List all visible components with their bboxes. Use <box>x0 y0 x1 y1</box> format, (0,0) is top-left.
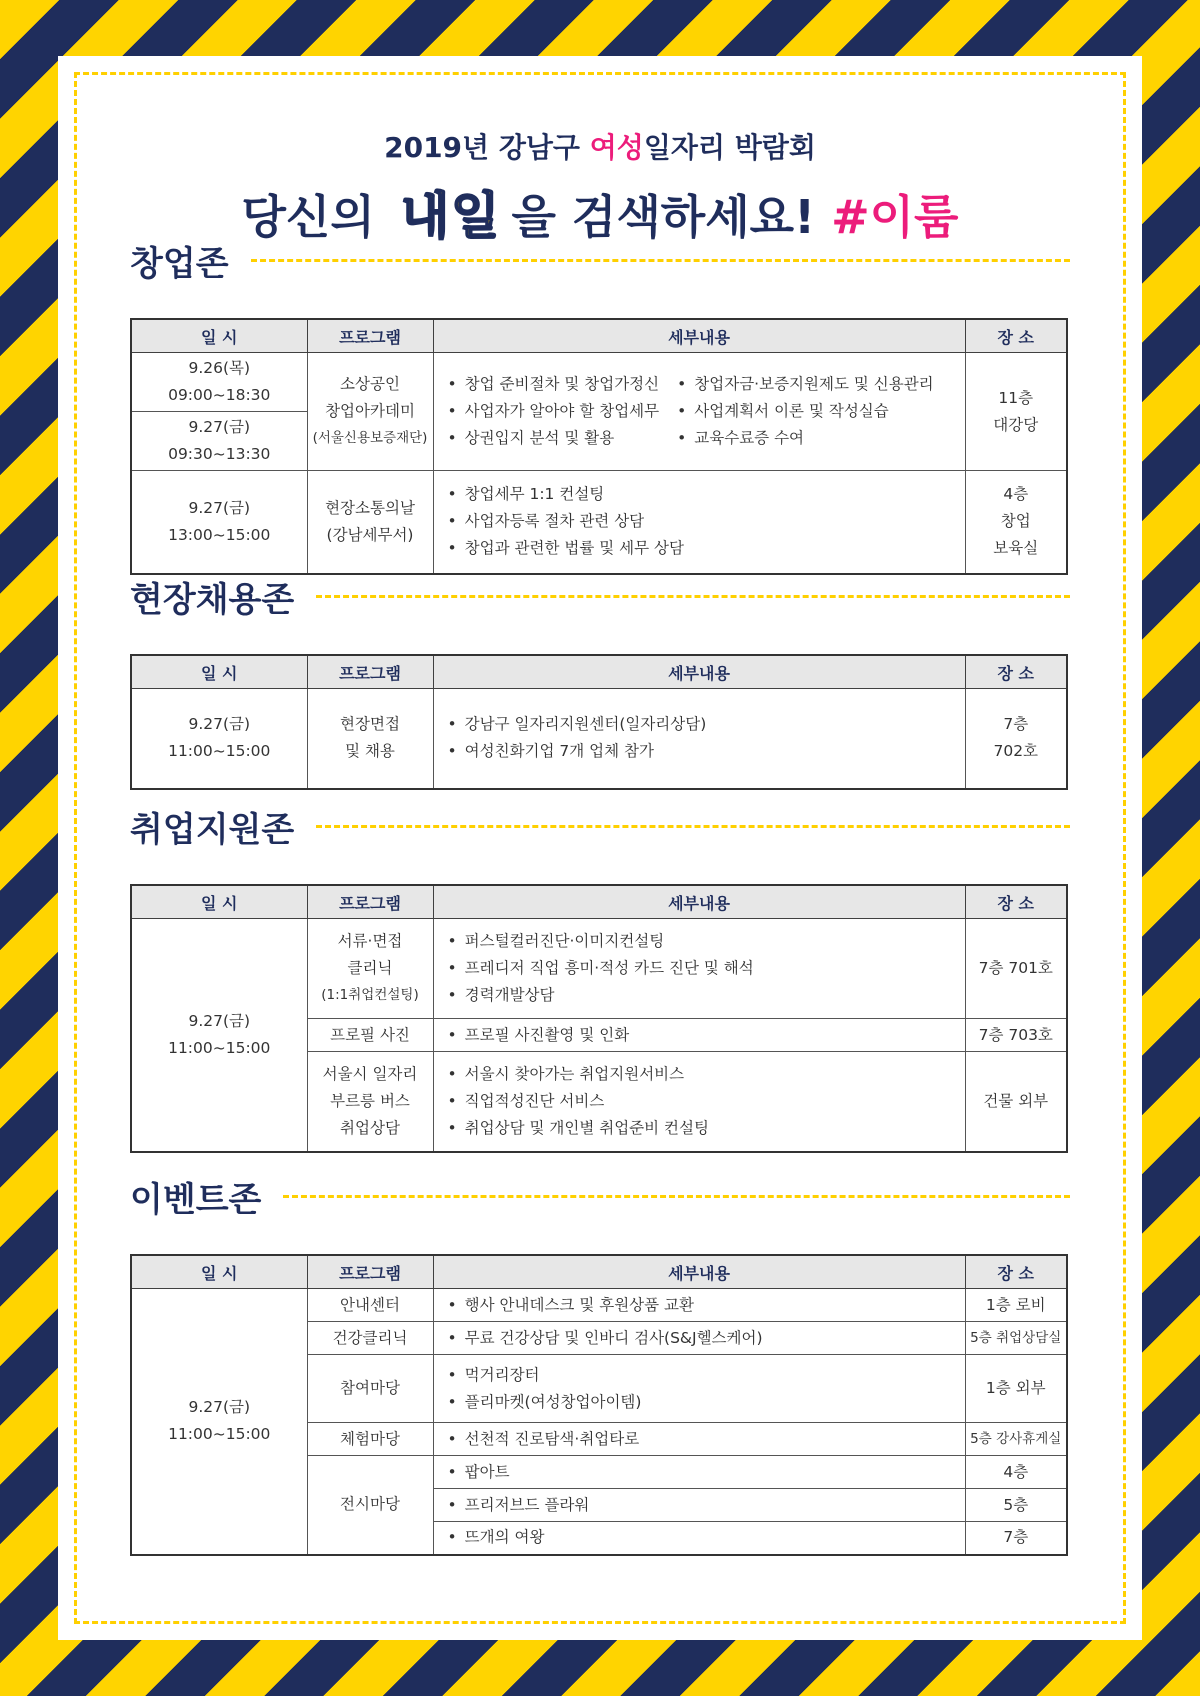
detail-item: • 취업상담 및 개인별 취업준비 컨설팅 <box>448 1115 961 1142</box>
detail-item: • 무료 건강상담 및 인바디 검사(S&J헬스케어) <box>448 1325 961 1352</box>
col-header-detail: 세부내용 <box>433 655 965 689</box>
place-line: 보육실 <box>993 539 1039 558</box>
detail-item: • 강남구 일자리지원센터(일자리상담) <box>448 711 961 738</box>
dashed-rule <box>316 825 1070 828</box>
col-header-program: 프로그램 <box>307 655 433 689</box>
detail-item: • 사업자등록 절차 관련 상담 <box>448 508 961 535</box>
detail-item: • 창업 준비절차 및 창업가정신 <box>448 371 660 398</box>
detail-item: • 서울시 찾아가는 취업지원서비스 <box>448 1061 961 1088</box>
table-row <box>131 1289 1067 1322</box>
detail-item: • 사업자가 알아야 할 창업세무 <box>448 398 660 425</box>
detail-item: • 먹거리장터 <box>448 1362 961 1389</box>
col-header-date: 일 시 <box>131 1255 307 1289</box>
program-line: (1:1취업컨설팅) <box>321 987 419 1003</box>
col-header-place: 장 소 <box>965 1255 1067 1289</box>
table-row <box>131 471 1067 574</box>
table-header-row <box>131 319 1067 353</box>
program-cell <box>307 471 433 574</box>
place-cell: 5층 강사휴게실 <box>965 1423 1067 1456</box>
table-header-row <box>131 885 1067 919</box>
program-cell: 안내센터 <box>307 1289 433 1322</box>
zone-title-startup <box>130 236 1070 285</box>
place-cell <box>965 353 1067 471</box>
date-cell: 9.27(금) 09:30~13:30 <box>131 412 307 471</box>
place-cell: 1층 로비 <box>965 1289 1067 1322</box>
program-line: 서류·면접 <box>337 932 403 950</box>
slogan-part: 당신의 <box>241 190 375 244</box>
col-header-date: 일 시 <box>131 885 307 919</box>
slogan-part: 을 검색하세요! <box>511 190 816 244</box>
dashed-rule <box>283 1195 1070 1198</box>
detail-item: • 프리저브드 플라워 <box>448 1492 961 1519</box>
date-cell <box>131 689 307 789</box>
program-line: 현장면접 <box>340 715 400 734</box>
event-title-part: 일자리 박람회 <box>643 131 816 164</box>
detail-cell <box>433 1019 965 1052</box>
program-line: 현장소통의날 <box>325 498 415 517</box>
date-line: 9.27(금) <box>188 715 251 734</box>
detail-item: • 선천적 진로탐색·취업타로 <box>448 1426 961 1453</box>
detail-item: • 창업자금·보증지원제도 및 신용관리 <box>677 371 934 398</box>
job-support-table <box>130 884 1068 1153</box>
program-cell <box>307 919 433 1019</box>
col-header-program: 프로그램 <box>307 319 433 353</box>
detail-cell <box>433 353 965 471</box>
program-cell <box>307 353 433 471</box>
event-title-part: 2019년 강남구 <box>384 131 590 164</box>
place-cell: 5층 <box>965 1489 1067 1522</box>
detail-cell <box>433 919 965 1019</box>
detail-item: • 프로필 사진촬영 및 인화 <box>448 1022 961 1049</box>
program-cell: 프로필 사진 <box>307 1019 433 1052</box>
program-line: 창업아카데미 <box>325 402 415 420</box>
detail-cell <box>433 1322 965 1355</box>
place-line: 7층 <box>1003 715 1029 734</box>
dashed-rule <box>251 259 1070 262</box>
date-line: 9.27(금) <box>188 1011 251 1030</box>
program-cell: 참여마당 <box>307 1355 433 1423</box>
detail-item: • 여성친화기업 7개 업체 참가 <box>448 738 961 765</box>
place-line: 11층 <box>998 388 1034 407</box>
detail-cell <box>433 1489 965 1522</box>
program-line: (강남세무서) <box>326 525 414 544</box>
place-line: 대강당 <box>993 415 1039 434</box>
col-header-date: 일 시 <box>131 319 307 353</box>
place-line: 4층 <box>1003 485 1029 504</box>
place-cell <box>965 689 1067 789</box>
col-header-program: 프로그램 <box>307 1255 433 1289</box>
detail-item: • 창업세무 1:1 컨설팅 <box>448 481 961 508</box>
zone-title-job-support <box>130 802 1070 851</box>
place-cell: 5층 취업상담실 <box>965 1322 1067 1355</box>
detail-item: • 퍼스털컬러진단·이미지컨설팅 <box>448 928 961 955</box>
program-line: 클리닉 <box>347 959 393 977</box>
zone-title-text: 창업존 <box>130 244 229 284</box>
zone-title-text: 취업지원존 <box>130 810 295 850</box>
program-line: 및 채용 <box>345 742 395 761</box>
dashed-rule <box>316 595 1070 598</box>
detail-cell <box>433 1522 965 1555</box>
col-header-detail: 세부내용 <box>433 319 965 353</box>
table-row <box>131 919 1067 1019</box>
table-row <box>131 353 1067 412</box>
place-cell: 4층 <box>965 1456 1067 1489</box>
detail-item: • 플리마켓(여성창업아이템) <box>448 1389 961 1416</box>
program-line: 취업상담 <box>340 1118 400 1137</box>
zone-title-text: 현장채용존 <box>130 580 295 620</box>
detail-cell <box>433 1423 965 1456</box>
col-header-date: 일 시 <box>131 655 307 689</box>
date-cell: 9.26(목) 09:00~18:30 <box>131 353 307 412</box>
detail-cell <box>433 1052 965 1152</box>
date-line: 11:00~15:00 <box>168 1425 271 1444</box>
zone-title-onsite-hiring <box>130 572 1070 621</box>
detail-item: • 팝아트 <box>448 1459 961 1486</box>
col-header-place: 장 소 <box>965 319 1067 353</box>
onsite-hiring-table <box>130 654 1068 790</box>
zone-title-event <box>130 1172 1070 1221</box>
program-cell <box>307 689 433 789</box>
event-title-highlight: 여성 <box>589 131 644 164</box>
program-cell: 체험마당 <box>307 1423 433 1456</box>
detail-cell <box>433 689 965 789</box>
col-header-detail: 세부내용 <box>433 885 965 919</box>
detail-item: • 상권입지 분석 및 활용 <box>448 425 660 452</box>
date-line: 11:00~15:00 <box>168 742 271 761</box>
place-cell: 7층 <box>965 1522 1067 1555</box>
zone-title-text: 이벤트존 <box>130 1180 262 1220</box>
detail-item: • 직업적성진단 서비스 <box>448 1088 961 1115</box>
program-line: 소상공인 <box>340 375 400 393</box>
event-title <box>58 126 1142 166</box>
event-table <box>130 1254 1068 1556</box>
detail-item: • 사업계획서 이론 및 작성실습 <box>677 398 934 425</box>
date-cell <box>131 919 307 1152</box>
place-cell: 7층 703호 <box>965 1019 1067 1052</box>
col-header-place: 장 소 <box>965 885 1067 919</box>
detail-item: • 창업과 관련한 법률 및 세무 상담 <box>448 535 961 562</box>
detail-item: • 프레디저 직업 흥미·적성 카드 진단 및 해석 <box>448 955 961 982</box>
program-cell <box>307 1052 433 1152</box>
program-cell: 건강클리닉 <box>307 1322 433 1355</box>
program-line: (서울신용보증재단) <box>312 430 428 446</box>
program-line: 서울시 일자리 <box>322 1064 418 1083</box>
poster-sheet <box>58 56 1142 1640</box>
place-cell: 1층 외부 <box>965 1355 1067 1423</box>
date-line: 9.27(금) <box>188 1398 251 1417</box>
detail-item: • 교육수료증 수여 <box>677 425 934 452</box>
col-header-program: 프로그램 <box>307 885 433 919</box>
date-cell <box>131 1289 307 1555</box>
date-line: 11:00~15:00 <box>168 1038 271 1057</box>
detail-cell <box>433 1456 965 1489</box>
program-cell: 전시마당 <box>307 1456 433 1555</box>
detail-cell <box>433 1289 965 1322</box>
place-line: 창업 <box>1000 512 1031 531</box>
table-header-row <box>131 655 1067 689</box>
detail-item: • 행사 안내데스크 및 후원상품 교환 <box>448 1292 961 1319</box>
program-line: 부르릉 버스 <box>330 1091 410 1110</box>
place-line: 702호 <box>993 742 1039 761</box>
date-cell: 9.27(금) 13:00~15:00 <box>131 471 307 574</box>
col-header-place: 장 소 <box>965 655 1067 689</box>
place-cell: 7층 701호 <box>965 919 1067 1019</box>
place-cell: 건물 외부 <box>965 1052 1067 1152</box>
place-cell <box>965 471 1067 574</box>
table-row <box>131 689 1067 789</box>
col-header-detail: 세부내용 <box>433 1255 965 1289</box>
slogan-mark: 내일 <box>400 187 502 245</box>
detail-item: • 뜨개의 여왕 <box>448 1524 961 1551</box>
table-header-row <box>131 1255 1067 1289</box>
startup-table <box>130 318 1068 575</box>
detail-cell <box>433 471 965 574</box>
detail-item: • 경력개발상담 <box>448 982 961 1009</box>
slogan-hashtag: #이룸 <box>831 190 959 244</box>
detail-cell <box>433 1355 965 1423</box>
